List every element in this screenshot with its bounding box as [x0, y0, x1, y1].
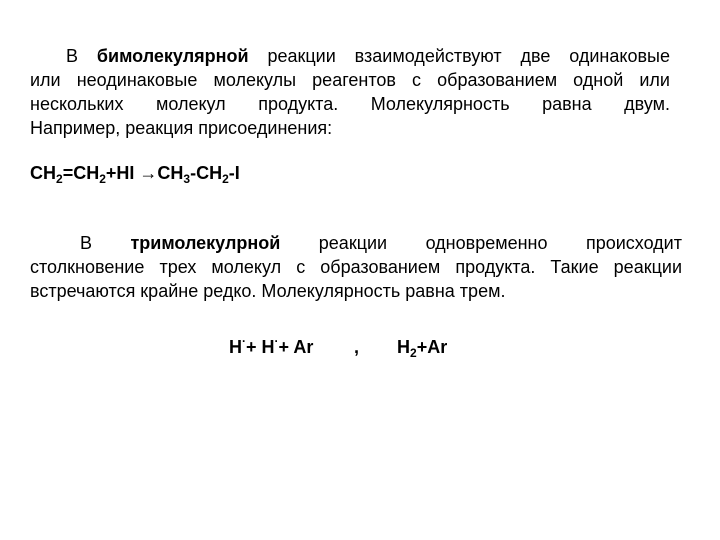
subscript: 2 [410, 346, 417, 360]
formula-part: H [397, 337, 410, 357]
term-trimolecular: тримолекулрной [130, 233, 281, 253]
bond: - [190, 163, 197, 183]
equation-reactants [229, 334, 314, 358]
paragraph-line: столкновение трех молекул с образованием продукта. Такие реакции [30, 257, 682, 277]
paragraph-line: встречаются крайне редко. Молекулярность равна трем. [30, 281, 506, 301]
equation-products [397, 337, 447, 358]
paragraph-line: нескольких молекул продукта. Молекулярность равна двум. [30, 94, 670, 114]
formula-part: CH [157, 163, 184, 183]
paragraph-trimolecular [30, 231, 682, 303]
equation-separator: , [354, 337, 360, 357]
formula-part: CH [30, 163, 56, 183]
term-bimolecular: бимолекулярной [96, 46, 249, 66]
paragraph-line: Например, реакция присоединения: [30, 118, 333, 138]
equation-addition [30, 163, 240, 184]
paragraph-line [30, 231, 682, 255]
formula-part: CH [73, 163, 100, 183]
paragraph-line [30, 44, 670, 68]
subscript: 2 [56, 172, 63, 186]
formula-part: +HI → [105, 163, 158, 183]
radical-dot: · [274, 334, 279, 348]
double-bond: = [62, 163, 74, 183]
text: реакции одновременно происходит [280, 233, 682, 253]
radical-dot: · [242, 334, 246, 348]
paragraph-line: или неодинаковые молекулы реагентов с образованием одной или [30, 70, 670, 90]
formula-part: +Ar [416, 337, 448, 357]
formula-part: H [229, 337, 242, 357]
text: В [80, 233, 131, 253]
subscript: 3 [183, 172, 191, 186]
text: реакции взаимодействуют две одинаковые [248, 46, 670, 66]
paragraph-bimolecular [30, 44, 670, 140]
subscript: 2 [99, 172, 106, 186]
formula-part: + Ar [278, 337, 314, 357]
text: В [66, 46, 97, 66]
subscript: 2 [222, 172, 229, 186]
formula-part: + H [246, 337, 275, 357]
formula-part: CH [196, 163, 223, 183]
formula-part: -I [228, 163, 240, 183]
